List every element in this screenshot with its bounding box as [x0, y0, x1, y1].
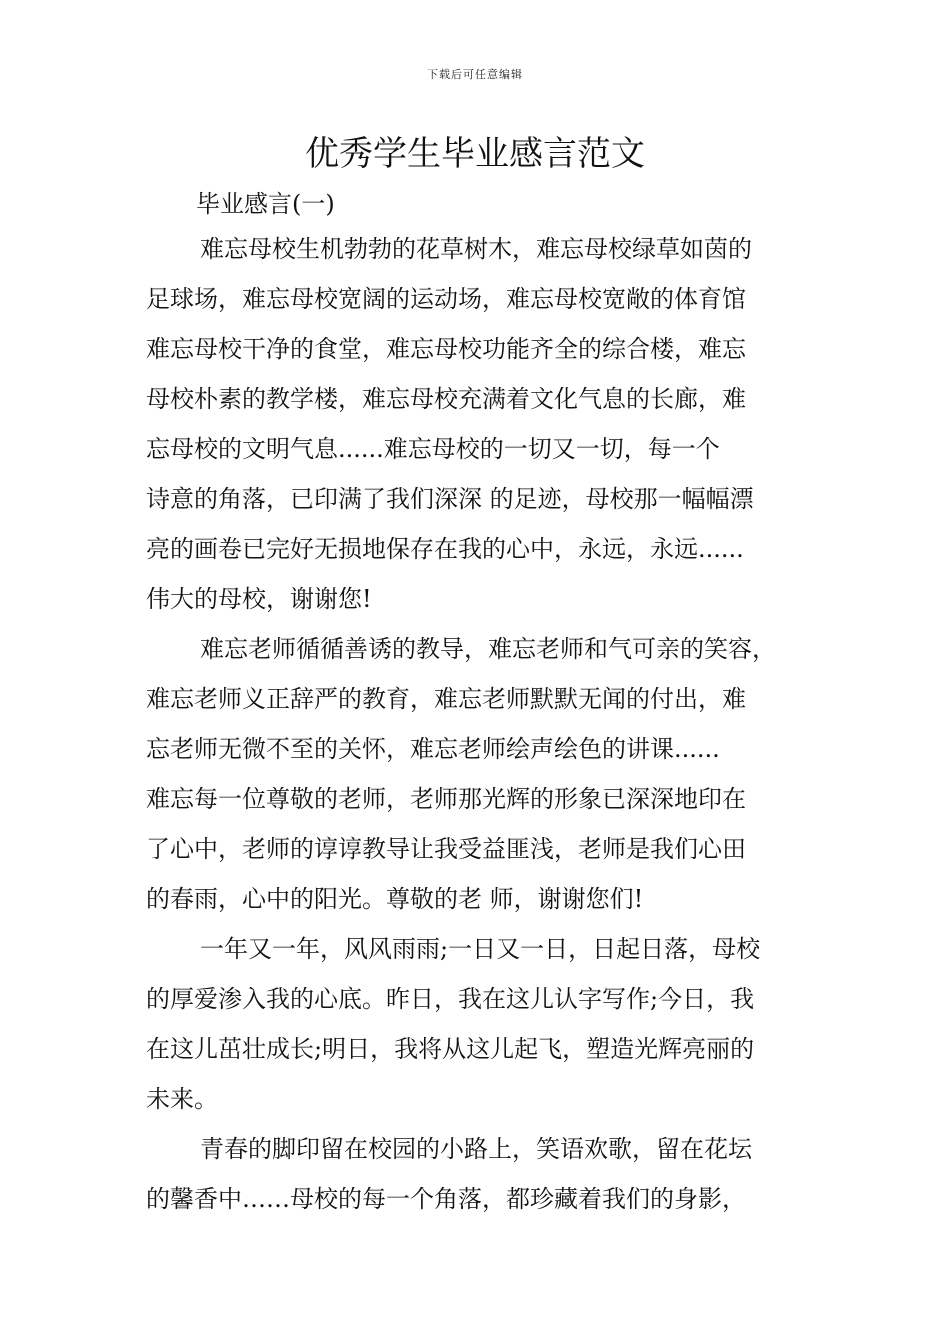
text-line: 忘母校的文明气息......难忘母校的一切又一切，每一个 — [146, 435, 720, 463]
text-line: 在这儿茁壮成长;明日，我将从这儿起飞，塑造光辉亮丽的 — [146, 1035, 755, 1063]
document-title: 优秀学生毕业感言范文 — [305, 134, 645, 174]
document-body — [146, 224, 814, 1224]
text-line: 忘老师无微不至的关怀，难忘老师绘声绘色的讲课...... — [146, 735, 720, 763]
text-line: 青春的脚印留在校园的小路上，笑语欢歌，留在花坛 — [200, 1135, 752, 1163]
text-line: 难忘每一位尊敬的老师，老师那光辉的形象已深深地印在 — [146, 785, 746, 813]
text-line: 了心中，老师的谆谆教导让我受益匪浅，老师是我们心田 — [146, 835, 746, 863]
text-line: 母校朴素的教学楼，难忘母校充满着文化气息的长廊，难 — [146, 385, 746, 413]
header-note: 下载后可任意编辑 — [427, 68, 523, 81]
section-subtitle: 毕业感言(一) — [196, 190, 335, 218]
text-line: 的春雨，心中的阳光。尊敬的老 师，谢谢您们! — [146, 885, 644, 913]
text-line: 的厚爱渗入我的心底。昨日，我在这儿认字写作;今日，我 — [146, 985, 755, 1013]
text-line: 未来。 — [146, 1085, 218, 1113]
text-line: 的馨香中……母校的每一个角落，都珍藏着我们的身影， — [146, 1185, 746, 1213]
text-line: 难忘老师义正辞严的教育，难忘老师默默无闻的付出，难 — [146, 685, 746, 713]
text-line: 伟大的母校，谢谢您! — [146, 585, 372, 613]
text-line: 足球场，难忘母校宽阔的运动场，难忘母校宽敞的体育馆 — [146, 285, 746, 313]
text-line: 难忘老师循循善诱的教导，难忘老师和气可亲的笑容， — [200, 635, 776, 663]
text-line: 难忘母校干净的食堂，难忘母校功能齐全的综合楼，难忘 — [146, 335, 746, 363]
text-line: 一年又一年，风风雨雨;一日又一日，日起日落，母校 — [200, 935, 761, 963]
text-line: 诗意的角落，已印满了我们深深 的足迹，母校那一幅幅漂 — [146, 485, 754, 513]
text-line: 难忘母校生机勃勃的花草树木，难忘母校绿草如茵的 — [200, 235, 752, 263]
text-line: 亮的画卷已完好无损地保存在我的心中，永远，永远...... — [146, 535, 744, 563]
